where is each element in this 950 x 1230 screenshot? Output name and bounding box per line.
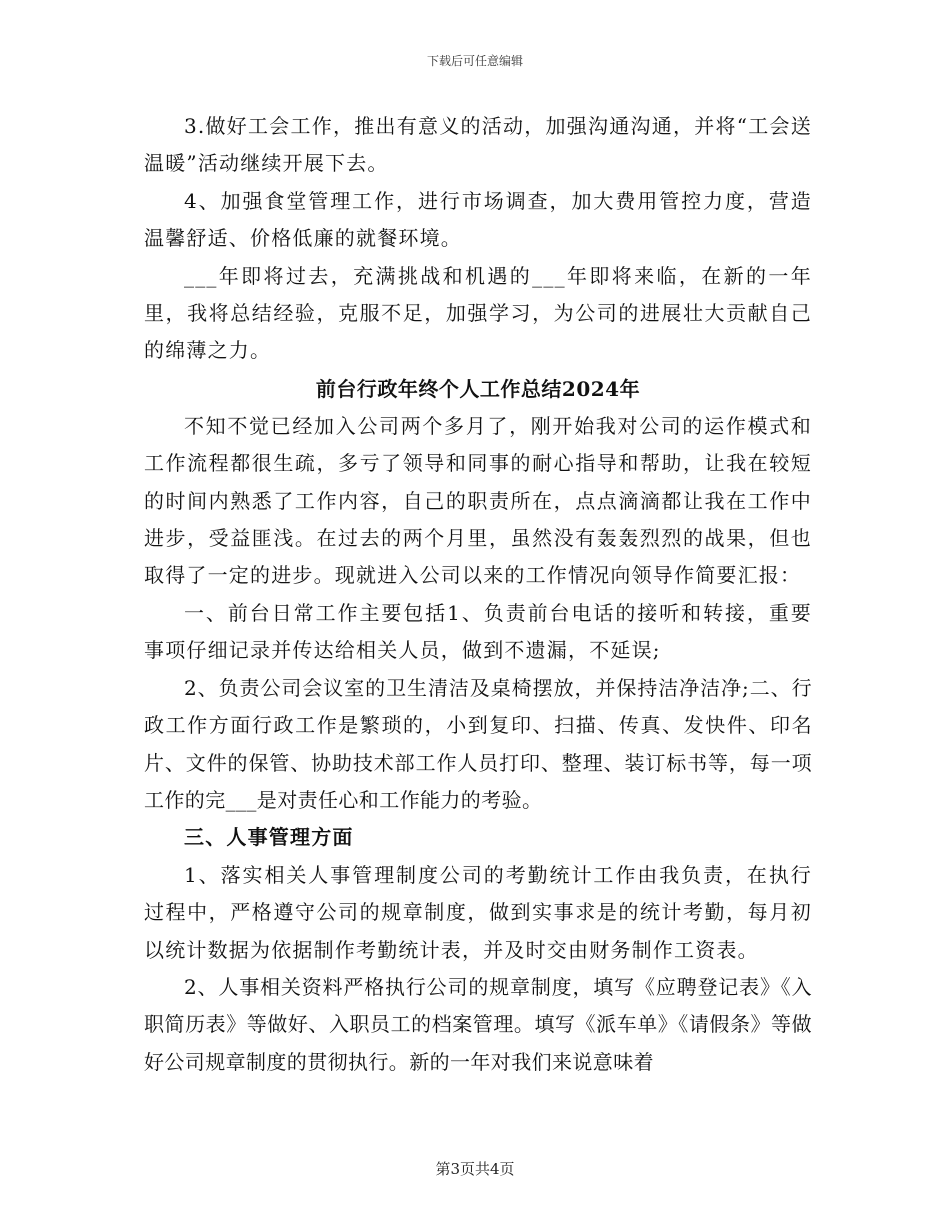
section-heading-hr: 三、人事管理方面 (184, 825, 354, 850)
paragraph-admin-duties: 2、负责公司会议室的卫生清洁及桌椅摆放，并保持洁净洁净;二、行政工作方面行政工作是繁琐的，小到复印、扫描、传真、发快件、印名片、文件的保管、协助技术部工作人员打印、整理、装订标书等，每一项工作的完___是对责任心和工作能力的考验。 (144, 675, 812, 812)
document-title: 前台行政年终个人工作总结2024年 (315, 376, 641, 401)
page-number: 第3页共4页 (435, 1160, 515, 1178)
paragraph-introduction: 不知不觉已经加入公司两个多月了，刚开始我对公司的运作模式和工作流程都很生疏，多亏了领导和同事的耐心指导和帮助，让我在较短的时间内熟悉了工作内容，自己的职责所在，点点滴滴都让我在工作中进步，受益匪浅。在过去的两个月里，虽然没有轰轰烈烈的战果，但也取得了一定的进步。现就进入公司以来的工作情况向领导作简要汇报： (144, 413, 812, 588)
paragraph-canteen-management: 4、加强食堂管理工作，进行市场调查，加大费用管控力度，营造温馨舒适、价格低廉的就餐环境。 (144, 188, 812, 251)
paragraph-union-work: 3.做好工会工作，推出有意义的活动，加强沟通沟通，并将“工会送温暖”活动继续开展下去。 (144, 114, 812, 176)
paragraph-front-desk-duties: 一、前台日常工作主要包括1、负责前台电话的接听和转接，重要事项仔细记录并传达给相关人员，做到不遗漏，不延误; (144, 600, 812, 663)
paragraph-attendance: 1、落实相关人事管理制度公司的考勤统计工作由我负责，在执行过程中，严格遵守公司的规章制度，做到实事求是的统计考勤，每月初以统计数据为依据制作考勤统计表，并及时交由财务制作工资表。 (144, 862, 812, 962)
document-body (144, 108, 812, 1081)
paragraph-hr-records: 2、人事相关资料严格执行公司的规章制度，填写《应聘登记表》《入职简历表》等做好、入职员工的档案管理。填写《派车单》《请假条》等做好公司规章制度的贯彻执行。新的一年对我们来说意味着 (144, 974, 812, 1074)
paragraph-year-closing: ___年即将过去，充满挑战和机遇的___年即将来临，在新的一年里，我将总结经验，克服不足，加强学习，为公司的进展壮大贡献自己的绵薄之力。 (144, 263, 812, 363)
page-header: 下载后可任意编辑 (426, 54, 523, 68)
